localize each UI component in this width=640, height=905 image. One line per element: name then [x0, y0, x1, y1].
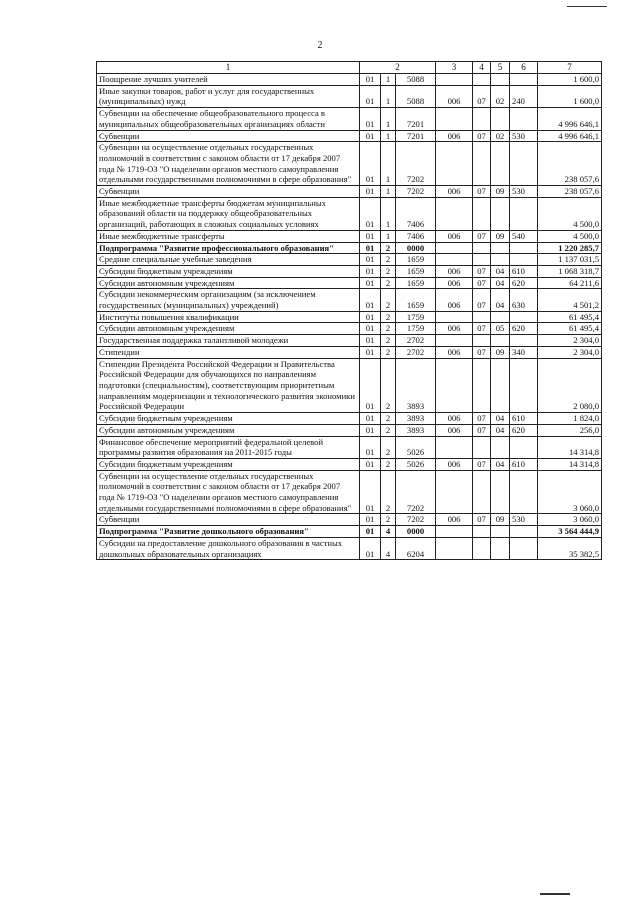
cell-c: 0000: [396, 526, 436, 538]
cell-a: 01: [360, 254, 381, 266]
table-row: [97, 130, 602, 142]
cell-g: [510, 242, 538, 254]
cell-f: 09: [491, 230, 510, 242]
cell-b: 2: [381, 346, 396, 358]
cell-name: Субсидии бюджетным учреждениям: [97, 458, 360, 470]
cell-g: 530: [510, 186, 538, 198]
cell-f: [491, 74, 510, 86]
cell-c: 0000: [396, 242, 436, 254]
cell-b: 1: [381, 85, 396, 107]
cell-d: [436, 242, 473, 254]
cell-b: 4: [381, 537, 396, 559]
cell-d: 006: [436, 458, 473, 470]
cell-d: [436, 335, 473, 347]
cell-g: 620: [510, 323, 538, 335]
cell-e: [473, 108, 491, 130]
table-header-row: [97, 62, 602, 74]
cell-f: [491, 335, 510, 347]
scan-mark: [540, 893, 570, 895]
cell-sum: 1 137 031,5: [538, 254, 602, 266]
cell-a: 01: [360, 323, 381, 335]
cell-sum: 2 080,0: [538, 358, 602, 413]
cell-d: [436, 358, 473, 413]
cell-f: [491, 142, 510, 186]
cell-d: [436, 142, 473, 186]
cell-name: Субвенции на обеспечение общеобразовательного процесса в муниципальных общеобразовательных организациях области: [97, 108, 360, 130]
cell-c: 5088: [396, 74, 436, 86]
cell-a: 01: [360, 358, 381, 413]
cell-e: [473, 470, 491, 514]
cell-g: 610: [510, 413, 538, 425]
cell-g: 340: [510, 346, 538, 358]
cell-sum: 1 068 318,7: [538, 265, 602, 277]
table-row: [97, 186, 602, 198]
cell-c: 7201: [396, 108, 436, 130]
cell-a: 01: [360, 470, 381, 514]
cell-b: 1: [381, 74, 396, 86]
cell-c: 3893: [396, 358, 436, 413]
cell-c: 7202: [396, 470, 436, 514]
cell-name: Финансовое обеспечение мероприятий федеральной целевой программы развития образования на 2011-2015 годы: [97, 436, 360, 458]
cell-f: [491, 436, 510, 458]
cell-sum: 256,0: [538, 424, 602, 436]
cell-e: 07: [473, 230, 491, 242]
table-body: [97, 74, 602, 560]
cell-f: 04: [491, 289, 510, 311]
cell-sum: 4 996 646,1: [538, 108, 602, 130]
cell-g: 240: [510, 85, 538, 107]
cell-sum: 1 600,0: [538, 85, 602, 107]
cell-f: [491, 254, 510, 266]
cell-c: 5026: [396, 436, 436, 458]
cell-sum: 238 057,6: [538, 186, 602, 198]
cell-d: 006: [436, 230, 473, 242]
cell-e: 07: [473, 289, 491, 311]
cell-g: [510, 108, 538, 130]
cell-e: 07: [473, 130, 491, 142]
cell-f: [491, 242, 510, 254]
cell-name: Стипендии Президента Российской Федерации и Правительства Российской Федерации для обучающихся по направлениям подготовки (специальностям), соответствующим приоритетным направлениям модернизации и технологического развития экономики Российской Федерации: [97, 358, 360, 413]
cell-sum: 2 304,0: [538, 335, 602, 347]
scan-mark: [567, 6, 607, 7]
table-row: [97, 346, 602, 358]
cell-d: 006: [436, 289, 473, 311]
cell-f: 02: [491, 85, 510, 107]
column-header: 2: [360, 62, 436, 74]
cell-f: 04: [491, 265, 510, 277]
cell-sum: 3 060,0: [538, 470, 602, 514]
cell-c: 7202: [396, 186, 436, 198]
cell-c: 3893: [396, 424, 436, 436]
cell-b: 1: [381, 197, 396, 230]
column-header: 5: [491, 62, 510, 74]
cell-f: [491, 526, 510, 538]
cell-d: 006: [436, 265, 473, 277]
cell-c: 1659: [396, 265, 436, 277]
cell-b: 2: [381, 277, 396, 289]
cell-a: 01: [360, 265, 381, 277]
cell-c: 5026: [396, 458, 436, 470]
cell-g: [510, 358, 538, 413]
cell-d: [436, 311, 473, 323]
cell-d: [436, 526, 473, 538]
cell-e: 07: [473, 277, 491, 289]
cell-b: 2: [381, 289, 396, 311]
cell-e: 07: [473, 514, 491, 526]
table-row: [97, 74, 602, 86]
cell-g: 530: [510, 514, 538, 526]
cell-e: [473, 311, 491, 323]
cell-name: Стипендии: [97, 346, 360, 358]
cell-c: 2702: [396, 335, 436, 347]
cell-e: 07: [473, 458, 491, 470]
cell-sum: 2 304,0: [538, 346, 602, 358]
column-header: 1: [97, 62, 360, 74]
cell-e: [473, 242, 491, 254]
cell-d: [436, 470, 473, 514]
cell-d: 006: [436, 277, 473, 289]
table-row: [97, 277, 602, 289]
cell-sum: 1 220 285,7: [538, 242, 602, 254]
cell-sum: 4 500,0: [538, 197, 602, 230]
cell-name: Субсидии автономным учреждениям: [97, 323, 360, 335]
cell-f: [491, 311, 510, 323]
table-row: [97, 108, 602, 130]
cell-sum: 35 382,5: [538, 537, 602, 559]
cell-name: Субсидии бюджетным учреждениям: [97, 265, 360, 277]
cell-name: Субсидии автономным учреждениям: [97, 424, 360, 436]
table-row: [97, 537, 602, 559]
cell-b: 2: [381, 458, 396, 470]
cell-d: [436, 254, 473, 266]
cell-g: 610: [510, 458, 538, 470]
cell-g: 630: [510, 289, 538, 311]
cell-g: [510, 436, 538, 458]
cell-sum: 1 824,0: [538, 413, 602, 425]
cell-a: 01: [360, 436, 381, 458]
cell-g: 610: [510, 265, 538, 277]
cell-c: 6204: [396, 537, 436, 559]
cell-d: [436, 108, 473, 130]
cell-f: 05: [491, 323, 510, 335]
cell-sum: 3 564 444,9: [538, 526, 602, 538]
cell-e: [473, 436, 491, 458]
cell-e: 07: [473, 323, 491, 335]
cell-c: 1659: [396, 277, 436, 289]
cell-f: [491, 108, 510, 130]
cell-name: Подпрограмма "Развитие дошкольного образования": [97, 526, 360, 538]
table-row: [97, 424, 602, 436]
cell-f: 04: [491, 277, 510, 289]
cell-b: 2: [381, 311, 396, 323]
table-row: [97, 514, 602, 526]
cell-a: 01: [360, 142, 381, 186]
cell-d: 006: [436, 346, 473, 358]
table-row: [97, 242, 602, 254]
cell-f: 09: [491, 346, 510, 358]
table-row: [97, 458, 602, 470]
cell-name: Субвенции: [97, 130, 360, 142]
cell-name: Субвенции на осуществление отдельных государственных полномочий в соответствии с законом области от 17 декабря 2007 года № 1719-ОЗ "О наделении органов местного самоуправления отдельными государственными полномочиями в сфере образования": [97, 142, 360, 186]
table-row: [97, 85, 602, 107]
cell-sum: 14 314,8: [538, 436, 602, 458]
cell-c: 7202: [396, 142, 436, 186]
cell-b: 2: [381, 265, 396, 277]
cell-d: 006: [436, 514, 473, 526]
cell-b: 2: [381, 323, 396, 335]
cell-b: 1: [381, 186, 396, 198]
cell-a: 01: [360, 537, 381, 559]
table-row: [97, 526, 602, 538]
cell-name: Субвенции: [97, 186, 360, 198]
cell-name: Субсидии на предоставление дошкольного образования в частных дошкольных образовательных организациях: [97, 537, 360, 559]
cell-a: 01: [360, 74, 381, 86]
cell-sum: 64 211,6: [538, 277, 602, 289]
table-row: [97, 311, 602, 323]
cell-name: Иные закупки товаров, работ и услуг для государственных (муниципальных) нужд: [97, 85, 360, 107]
table-row: [97, 142, 602, 186]
cell-b: 2: [381, 335, 396, 347]
cell-b: 1: [381, 142, 396, 186]
cell-b: 4: [381, 526, 396, 538]
cell-b: 1: [381, 230, 396, 242]
cell-sum: 61 495,4: [538, 323, 602, 335]
cell-f: 04: [491, 413, 510, 425]
cell-name: Средние специальные учебные заведения: [97, 254, 360, 266]
cell-a: 01: [360, 335, 381, 347]
cell-c: 1759: [396, 323, 436, 335]
cell-a: 01: [360, 458, 381, 470]
table-row: [97, 230, 602, 242]
table-row: [97, 335, 602, 347]
cell-f: 09: [491, 186, 510, 198]
cell-d: [436, 197, 473, 230]
cell-e: [473, 74, 491, 86]
cell-name: Государственная поддержка талантливой молодежи: [97, 335, 360, 347]
cell-e: 07: [473, 85, 491, 107]
cell-e: [473, 142, 491, 186]
cell-g: [510, 254, 538, 266]
cell-name: Подпрограмма "Развитие профессионального образования": [97, 242, 360, 254]
cell-f: [491, 470, 510, 514]
cell-g: 530: [510, 130, 538, 142]
cell-name: Субвенции на осуществление отдельных государственных полномочий в соответствии с законом области от 17 декабря 2007 года № 1719-ОЗ "О наделении органов местного самоуправления отдельными государственными полномочиями в сфере образования": [97, 470, 360, 514]
cell-e: [473, 537, 491, 559]
cell-b: 1: [381, 130, 396, 142]
table-row: [97, 289, 602, 311]
table-row: [97, 323, 602, 335]
cell-g: [510, 335, 538, 347]
cell-g: [510, 142, 538, 186]
cell-c: 7201: [396, 130, 436, 142]
cell-c: 7202: [396, 514, 436, 526]
cell-b: 2: [381, 424, 396, 436]
column-header: 3: [436, 62, 473, 74]
cell-d: [436, 537, 473, 559]
cell-b: 2: [381, 242, 396, 254]
cell-name: Институты повышения квалификации: [97, 311, 360, 323]
cell-e: [473, 526, 491, 538]
cell-e: [473, 358, 491, 413]
cell-f: 04: [491, 424, 510, 436]
cell-b: 2: [381, 413, 396, 425]
cell-c: 7406: [396, 197, 436, 230]
cell-d: 006: [436, 424, 473, 436]
cell-g: [510, 311, 538, 323]
cell-b: 2: [381, 514, 396, 526]
cell-name: Иные межбюджетные трансферты бюджетам муниципальных образований области на поддержку общеобразовательных организаций, работающих в сложных социальных условиях: [97, 197, 360, 230]
table-row: [97, 413, 602, 425]
cell-e: 07: [473, 424, 491, 436]
cell-f: 09: [491, 514, 510, 526]
budget-table: [96, 61, 602, 560]
cell-b: 2: [381, 358, 396, 413]
cell-g: 540: [510, 230, 538, 242]
cell-g: 620: [510, 424, 538, 436]
cell-e: 07: [473, 413, 491, 425]
cell-a: 01: [360, 424, 381, 436]
cell-b: 2: [381, 254, 396, 266]
page-number: 2: [317, 40, 323, 51]
cell-a: 01: [360, 230, 381, 242]
cell-g: 620: [510, 277, 538, 289]
cell-d: 006: [436, 130, 473, 142]
table-row: [97, 358, 602, 413]
cell-sum: 4 501,2: [538, 289, 602, 311]
cell-name: Субвенции: [97, 514, 360, 526]
cell-e: [473, 335, 491, 347]
table-row: [97, 265, 602, 277]
cell-sum: 1 600,0: [538, 74, 602, 86]
column-header: 4: [473, 62, 491, 74]
cell-b: 2: [381, 436, 396, 458]
cell-f: 02: [491, 130, 510, 142]
cell-c: 2702: [396, 346, 436, 358]
cell-d: 006: [436, 186, 473, 198]
cell-a: 01: [360, 346, 381, 358]
cell-sum: 238 057,6: [538, 142, 602, 186]
cell-e: [473, 197, 491, 230]
cell-g: [510, 470, 538, 514]
cell-c: 1759: [396, 311, 436, 323]
column-header: 6: [510, 62, 538, 74]
cell-b: 2: [381, 470, 396, 514]
cell-sum: 14 314,8: [538, 458, 602, 470]
cell-d: 006: [436, 413, 473, 425]
table-row: [97, 436, 602, 458]
cell-name: Субсидии автономным учреждениям: [97, 277, 360, 289]
cell-e: 07: [473, 346, 491, 358]
cell-a: 01: [360, 85, 381, 107]
cell-e: 07: [473, 265, 491, 277]
cell-e: 07: [473, 186, 491, 198]
cell-a: 01: [360, 526, 381, 538]
cell-g: [510, 74, 538, 86]
cell-b: 1: [381, 108, 396, 130]
cell-name: Субсидии бюджетным учреждениям: [97, 413, 360, 425]
cell-a: 01: [360, 289, 381, 311]
cell-d: 006: [436, 323, 473, 335]
cell-e: [473, 254, 491, 266]
cell-a: 01: [360, 108, 381, 130]
cell-sum: 4 500,0: [538, 230, 602, 242]
cell-c: 3893: [396, 413, 436, 425]
cell-g: [510, 197, 538, 230]
cell-f: [491, 358, 510, 413]
cell-g: [510, 537, 538, 559]
cell-c: 1659: [396, 289, 436, 311]
cell-name: Поощрение лучших учителей: [97, 74, 360, 86]
cell-d: 006: [436, 85, 473, 107]
cell-d: [436, 436, 473, 458]
cell-d: [436, 74, 473, 86]
cell-sum: 3 060,0: [538, 514, 602, 526]
cell-c: 5088: [396, 85, 436, 107]
cell-f: [491, 537, 510, 559]
cell-g: [510, 526, 538, 538]
cell-sum: 61 495,4: [538, 311, 602, 323]
table-row: [97, 470, 602, 514]
cell-name: Иные межбюджетные трансферты: [97, 230, 360, 242]
cell-a: 01: [360, 130, 381, 142]
cell-a: 01: [360, 413, 381, 425]
cell-a: 01: [360, 242, 381, 254]
column-header: 7: [538, 62, 602, 74]
cell-c: 7406: [396, 230, 436, 242]
cell-a: 01: [360, 514, 381, 526]
cell-a: 01: [360, 277, 381, 289]
cell-a: 01: [360, 186, 381, 198]
cell-f: [491, 197, 510, 230]
cell-a: 01: [360, 311, 381, 323]
cell-name: Субсидии некоммерческим организациям (за исключением государственных (муниципальных) учреждений): [97, 289, 360, 311]
cell-a: 01: [360, 197, 381, 230]
cell-c: 1659: [396, 254, 436, 266]
cell-f: 04: [491, 458, 510, 470]
table-row: [97, 254, 602, 266]
table-row: [97, 197, 602, 230]
cell-sum: 4 996 646,1: [538, 130, 602, 142]
